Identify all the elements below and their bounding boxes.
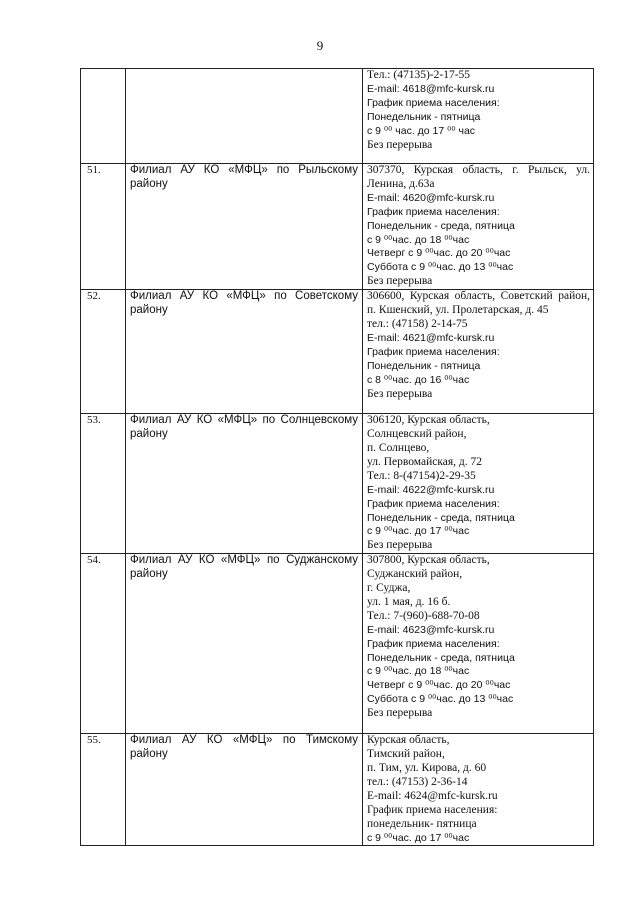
info-line: График приема населения:	[367, 497, 500, 510]
info-line: ул. Первомайская, д. 72	[367, 455, 482, 468]
info-line: Без перерыва	[367, 138, 433, 151]
info-line: Четверг с 9 ⁰⁰час. до 20 ⁰⁰час	[367, 247, 511, 260]
branch-name: Филиал АУ КО «МФЦ» по Тимскому району	[126, 734, 363, 846]
info-line: E-mail: 4623@mfc-kursk.ru	[367, 623, 495, 636]
info-line: ул. 1 мая, д. 16 б.	[367, 595, 451, 608]
row-number: 51.	[81, 164, 126, 290]
info-line: г. Суджа,	[367, 582, 411, 595]
info-line: E-mail: 4621@mfc-kursk.ru	[367, 331, 495, 344]
info-line: E-mail: 4618@mfc-kursk.ru	[367, 82, 495, 95]
info-line: E-mail: 4624@mfc-kursk.ru	[367, 789, 498, 802]
info-line: E-mail: 4622@mfc-kursk.ru	[367, 483, 495, 496]
info-line: с 8 ⁰⁰час. до 16 ⁰⁰час	[367, 373, 470, 386]
info-line: График приема населения:	[367, 96, 500, 109]
branch-contact-info	[363, 414, 594, 554]
info-line: Суджанский район,	[367, 568, 463, 581]
branch-contact-info	[363, 290, 594, 414]
info-line: Понедельник - пятница	[367, 110, 481, 123]
info-line: п. Тим, ул. Кирова, д. 60	[367, 762, 487, 775]
page-number: 9	[316, 38, 324, 53]
table-row	[81, 69, 594, 164]
info-line: Без перерыва	[367, 275, 433, 288]
table-row	[81, 734, 594, 846]
info-line: График приема населения:	[367, 803, 498, 816]
info-line: Суббота с 9 ⁰⁰час. до 13 ⁰⁰час	[367, 693, 514, 706]
info-line: Без перерыва	[367, 539, 433, 552]
info-line: Без перерыва	[367, 387, 433, 400]
info-line: п. Солнцево,	[367, 441, 430, 454]
info-line: с 9 ⁰⁰час. до 17 ⁰⁰час	[367, 525, 470, 538]
mfc-branches-table	[80, 68, 594, 846]
branch-name: Филиал АУ КО «МФЦ» по Советскому району	[126, 290, 363, 414]
branch-name: Филиал АУ КО «МФЦ» по Солнцевскому району	[126, 414, 363, 554]
branch-contact-info	[363, 164, 594, 290]
branch-name: Филиал АУ КО «МФЦ» по Суджанскому району	[126, 554, 363, 734]
row-number: 52.	[81, 290, 126, 414]
info-line: Солнцевский район,	[367, 428, 467, 441]
table-row	[81, 164, 594, 290]
info-line: 306120, Курская область,	[367, 414, 490, 427]
info-line: График приема населения:	[367, 345, 500, 358]
branch-contact-info	[363, 69, 594, 164]
branch-contact-info	[363, 734, 594, 846]
table-row	[81, 290, 594, 414]
info-line: Понедельник - пятница	[367, 359, 481, 372]
info-line: 307370, Курская область, г. Рыльск, ул. Ленина, д.63а	[367, 164, 590, 190]
info-line: понедельник- пятница	[367, 817, 477, 830]
info-line: Понедельник - среда, пятница	[367, 511, 515, 524]
row-number: 54.	[81, 554, 126, 734]
info-line: с 9 ⁰⁰час. до 17 ⁰⁰час	[367, 831, 470, 844]
info-line: Четверг с 9 ⁰⁰час. до 20 ⁰⁰час	[367, 679, 511, 692]
info-line: тел.: (47158) 2-14-75	[367, 317, 468, 330]
info-line: с 9 ⁰⁰час. до 18 ⁰⁰час	[367, 233, 470, 246]
branch-name: Филиал АУ КО «МФЦ» по Рыльскому району	[126, 164, 363, 290]
row-number	[81, 69, 126, 164]
branch-contact-info	[363, 554, 594, 734]
info-line: Понедельник - среда, пятница	[367, 219, 515, 232]
row-number: 55.	[81, 734, 126, 846]
info-line: с 9 ⁰⁰ час. до 17 ⁰⁰ час	[367, 124, 476, 137]
table-row	[81, 414, 594, 554]
info-line: с 9 ⁰⁰час. до 18 ⁰⁰час	[367, 665, 470, 678]
info-line: Понедельник - среда, пятница	[367, 651, 515, 664]
info-line: Тимский район,	[367, 748, 445, 761]
info-line: Суббота с 9 ⁰⁰час. до 13 ⁰⁰час	[367, 261, 514, 274]
info-line: Тел.: (47135)-2-17-55	[367, 69, 471, 81]
info-line: График приема населения:	[367, 205, 500, 218]
info-line: График приема населения:	[367, 637, 500, 650]
info-line: E-mail: 4620@mfc-kursk.ru	[367, 191, 495, 204]
row-number: 53.	[81, 414, 126, 554]
branch-name	[126, 69, 363, 164]
table-row	[81, 554, 594, 734]
info-line: Курская область,	[367, 734, 450, 747]
info-line: 306600, Курская область, Советский район, п. Кшенский, ул. Пролетарская, д. 45	[367, 290, 590, 317]
info-line: Тел.: 8-(47154)2-29-35	[367, 469, 476, 482]
info-line: тел.: (47153) 2-36-14	[367, 775, 468, 788]
info-line: Без перерыва	[367, 707, 433, 720]
info-line: 307800, Курская область,	[367, 554, 490, 567]
info-line: Тел.: 7-(960)-688-70-08	[367, 609, 480, 622]
